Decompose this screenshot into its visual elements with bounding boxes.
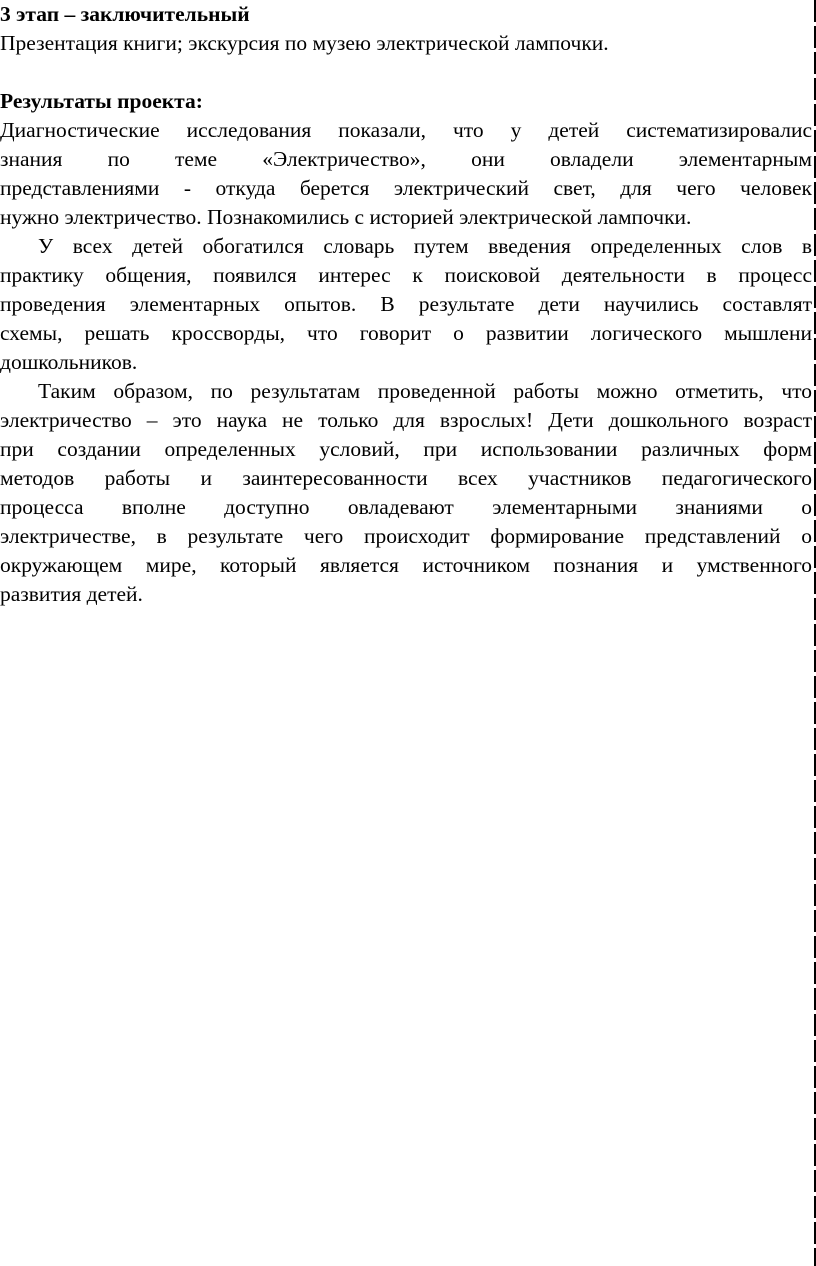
paragraph-line: схемы, решать кроссворды, что говорит о развитии логического мышлени bbox=[0, 321, 812, 345]
stage-heading: 3 этап – заключительный bbox=[0, 2, 250, 26]
paragraph-line: У всех детей обогатился словарь путем введения определенных слов в bbox=[38, 234, 812, 258]
blank-line bbox=[0, 58, 812, 87]
paragraph-line: методов работы и заинтересованности всех участников педагогического bbox=[0, 466, 812, 490]
paragraph-line: дошкольников. bbox=[0, 350, 138, 374]
paragraph-line: представлениями - откуда берется электрический свет, для чего человек bbox=[0, 176, 812, 200]
results-heading: Результаты проекта: bbox=[0, 89, 203, 113]
paragraph-line: развития детей. bbox=[0, 582, 143, 606]
paragraph-line: Таким образом, по результатам проведенной работы можно отметить, что bbox=[38, 379, 812, 403]
document-page bbox=[0, 0, 812, 609]
paragraph-line: практику общения, появился интерес к поисковой деятельности в процесс bbox=[0, 263, 812, 287]
results-paragraph-1 bbox=[0, 116, 812, 232]
paragraph-line: знания по теме «Электричество», они овладели элементарным bbox=[0, 147, 812, 171]
paragraph-line: процесса вполне доступно овладевают элементарными знаниями о bbox=[0, 495, 812, 519]
paragraph-line: окружающем мире, который является источником познания и умственного bbox=[0, 553, 812, 577]
results-paragraph-3 bbox=[0, 377, 812, 609]
paragraph-line: электричестве, в результате чего происходит формирование представлений о bbox=[0, 524, 812, 548]
paragraph-line: при создании определенных условий, при использовании различных форм bbox=[0, 437, 812, 461]
paragraph-line: Диагностические исследования показали, что у детей систематизировалис bbox=[0, 118, 812, 142]
paragraph-line: нужно электричество. Познакомились с историей электрической лампочки. bbox=[0, 205, 692, 229]
results-paragraph-2 bbox=[0, 232, 812, 377]
stage-description: Презентация книги; экскурсия по музею электрической лампочки. bbox=[0, 31, 609, 55]
paragraph-line: проведения элементарных опытов. В результате дети научились составлят bbox=[0, 292, 812, 316]
paragraph-line: электричество – это наука не только для взрослых! Дети дошкольного возраст bbox=[0, 408, 812, 432]
